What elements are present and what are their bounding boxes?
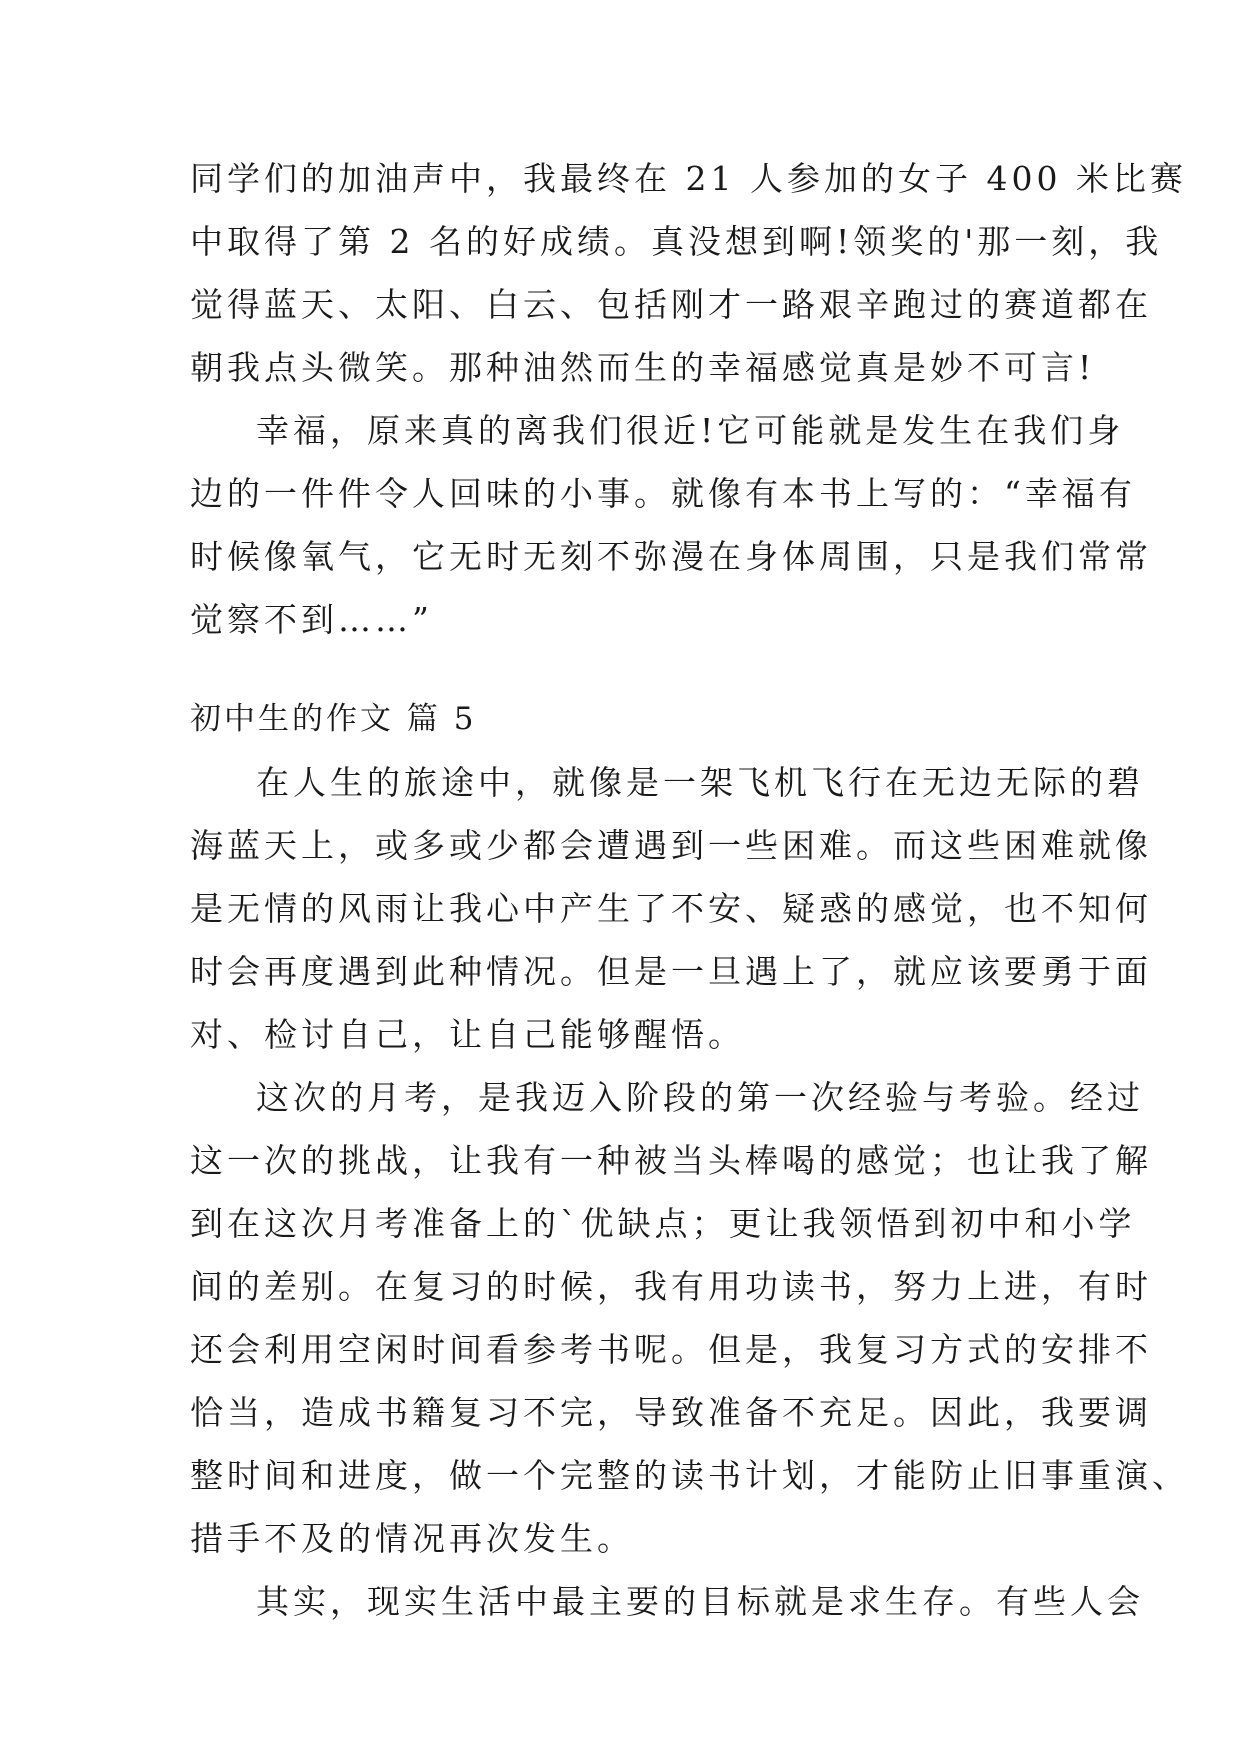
text-line: 整时间和进度，做一个完整的读书计划，才能防止旧事重演、 [190,1456,1189,1495]
text-line: 觉得蓝天、太阳、白云、包括刚才一路艰辛跑过的赛道都在 [190,285,1152,324]
paragraph-happiness [190,399,1152,651]
text-line: 其实，现实生活中最主要的目标就是求生存。有些人会 [256,1582,1144,1621]
text-line: 到在这次月考准备上的`优缺点；更让我领悟到初中和小学 [190,1204,1136,1243]
text-line: 时候像氧气，它无时无刻不弥漫在身体周围，只是我们常常 [190,537,1152,576]
text-line: 幸福，原来真的离我们很近!它可能就是发生在我们身 [256,411,1125,450]
text-line: 恰当，造成书籍复习不完，导致准备不充足。因此，我要调 [190,1393,1152,1432]
paragraph-exam [190,1066,1189,1570]
paragraph-journey [190,751,1152,1066]
text-line: 间的差别。在复习的时候，我有用功读书，努力上进，有时 [190,1267,1152,1306]
text-line: 觉察不到……” [190,600,433,639]
text-line: 同学们的加油声中，我最终在 21 人参加的女子 400 米比赛 [190,159,1187,198]
text-line: 朝我点头微笑。那种油然而生的幸福感觉真是妙不可言! [190,348,1096,387]
paragraph-reality [190,1570,1144,1633]
text-line: 对、检讨自己，让自己能够醒悟。 [190,1015,745,1054]
text-line: 这一次的挑战，让我有一种被当头棒喝的感觉；也让我了解 [190,1141,1152,1180]
text-line: 边的一件件令人回味的小事。就像有本书上写的：“幸福有 [190,474,1136,513]
text-line: 海蓝天上，或多或少都会遭遇到一些困难。而这些困难就像 [190,826,1152,865]
text-line: 措手不及的情况再次发生。 [190,1519,634,1558]
text-line: 时会再度遇到此种情况。但是一旦遇上了，就应该要勇于面 [190,952,1152,991]
text-line: 在人生的旅途中，就像是一架飞机飞行在无边无际的碧 [256,763,1144,802]
text-line: 这次的月考，是我迈入阶段的第一次经验与考验。经过 [256,1078,1144,1117]
section-heading: 初中生的作文 篇 5 [190,701,477,737]
paragraph-continued [190,147,1187,399]
text-line: 还会利用空闲时间看参考书呢。但是，我复习方式的安排不 [190,1330,1152,1369]
text-line: 是无情的风雨让我心中产生了不安、疑惑的感觉，也不知何 [190,889,1152,928]
text-line: 中取得了第 2 名的好成绩。真没想到啊!领奖的'那一刻，我 [190,222,1163,261]
